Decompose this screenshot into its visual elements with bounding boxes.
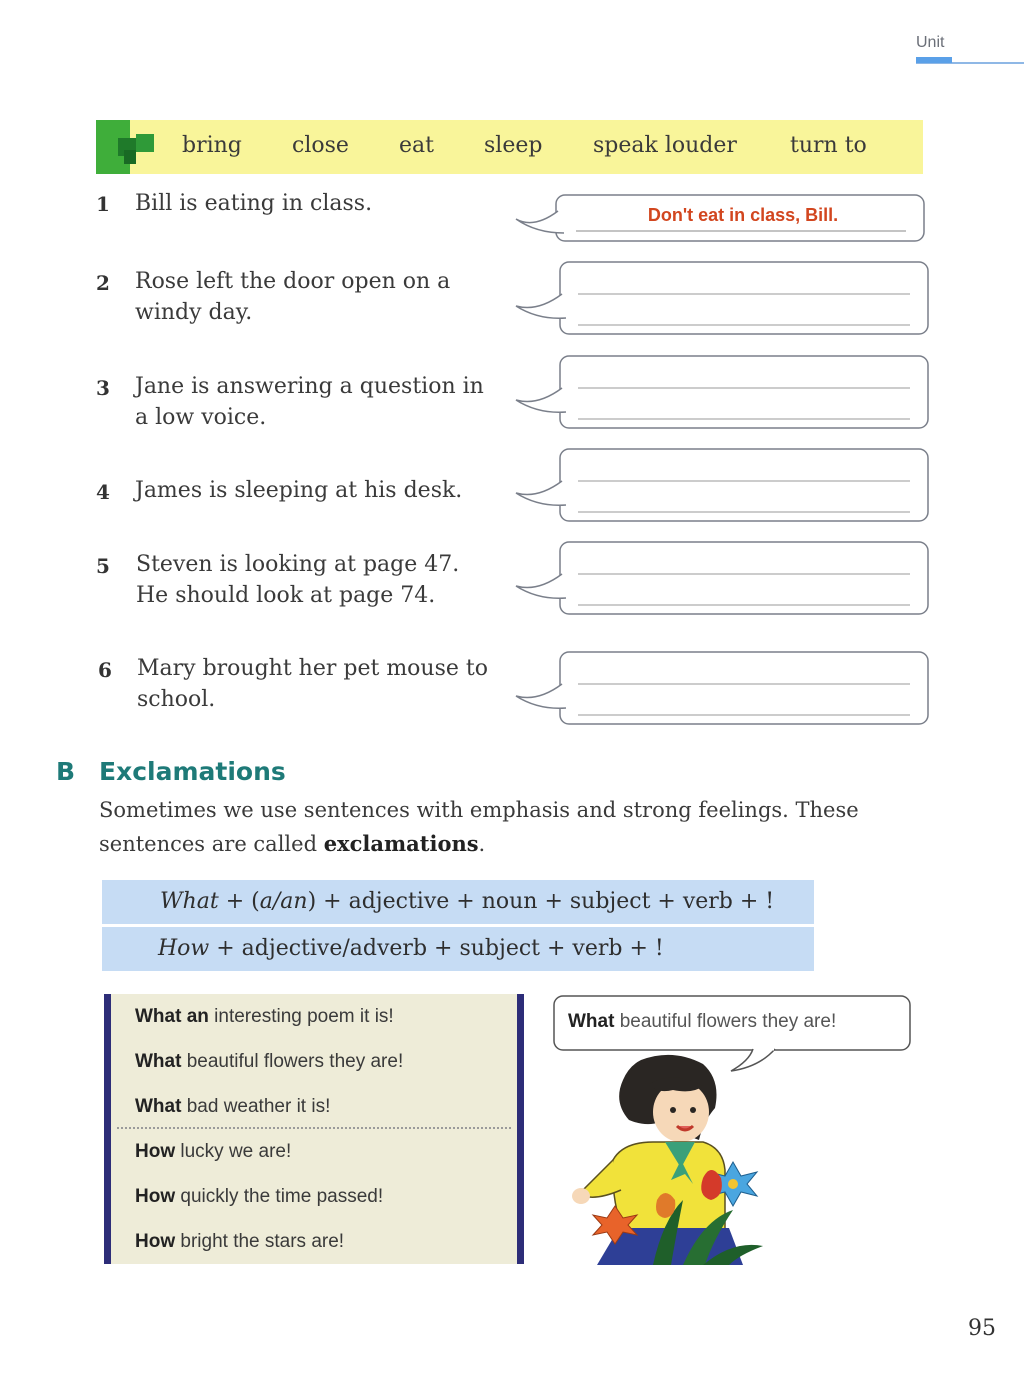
speech-bubble-shape [514,354,932,432]
examples-divider [117,1127,511,1129]
example-line [135,1096,330,1118]
word-turn-to: turn to [790,133,867,158]
exercise-prompt: Rose left the door open on a windy day. [135,269,451,325]
unit-marker [916,57,952,63]
section-title: Exclamations [99,757,286,786]
answer-bubble[interactable] [514,540,932,618]
word-bring: bring [182,133,242,158]
example-rest: bad weather it is! [181,1096,331,1117]
exercise-number: 4 [96,480,110,504]
speech-text [568,1011,836,1033]
example-rest: quickly the time passed! [175,1186,384,1207]
exercise-prompt: Mary brought her pet mouse to school. [137,656,488,712]
green-squares-icon [96,120,156,174]
example-lead: What an [135,1006,209,1027]
example-rest: lucky we are! [175,1141,292,1162]
unit-label: Unit [916,34,945,51]
example-line [135,1231,344,1253]
exercise-number: 6 [98,658,112,682]
page-number: 95 [968,1316,996,1341]
section-letter: B [56,757,76,786]
exercise-number: 5 [96,554,110,578]
formula-how [102,927,814,971]
word-sleep: sleep [484,133,543,158]
example-rest: beautiful flowers they are! [181,1051,404,1072]
section-intro [99,794,899,861]
example-rest: interesting poem it is! [208,1006,394,1027]
formula-how-word: How [158,936,210,961]
example-lead: What [135,1096,182,1117]
example-line [135,1006,394,1028]
formula-what-rest: ) + adjective + noun + subject + verb + ! [307,889,775,914]
speech-bubble-shape [514,540,932,618]
word-bank [96,120,923,174]
speech-bubble-shape [514,260,932,338]
word-eat: eat [399,133,434,158]
exercise-prompt: Jane is answering a question in a low voice. [135,374,484,430]
answer-bubble[interactable] [514,260,932,338]
example-line [135,1141,291,1163]
answer-bubble[interactable] [514,354,932,432]
girl-with-flowers-illustration [553,1050,783,1265]
intro-end: . [478,832,486,856]
exercise-prompt: Bill is eating in class. [135,191,373,216]
answer-bubble[interactable] [514,447,932,525]
formula-what [102,880,814,924]
answer-bubble[interactable] [514,650,932,728]
word-close: close [292,133,349,158]
examples-box [104,994,524,1264]
answer-bubble [514,193,932,245]
girl-speech-bubble [553,995,911,1051]
exercise-number: 2 [96,271,110,295]
formula-how-rest: + adjective/adverb + subject + verb + ! [209,936,664,961]
example-lead: How [135,1231,176,1252]
exercise-prompt: Steven is looking at page 47. He should look at page 74. [136,552,460,608]
exercise-number: 1 [96,192,110,216]
intro-keyword: exclamations [323,831,479,856]
speech-bubble-shape [514,447,932,525]
formula-what-article: a/an [259,889,308,914]
example-lead: What [135,1051,182,1072]
example-rest: bright the stars are! [175,1231,345,1252]
example-lead: How [135,1141,176,1162]
example-line [135,1186,383,1208]
speech-bubble-shape [514,650,932,728]
exercise-prompt: James is sleeping at his desk. [135,478,463,503]
example-line [135,1051,403,1073]
formula-what-plus: + ( [218,889,260,914]
word-speak-louder: speak louder [593,133,737,158]
exercise-number: 3 [96,376,110,400]
example-lead: How [135,1186,176,1207]
example-answer: Don't eat in class, Bill. [647,205,839,225]
intro-text: Sometimes we use sentences with emphasis and strong feelings. These sentences are called [99,798,859,856]
formula-what-word: What [160,889,219,914]
speech-rest: beautiful flowers they are! [614,1011,837,1032]
speech-lead: What [568,1011,615,1032]
